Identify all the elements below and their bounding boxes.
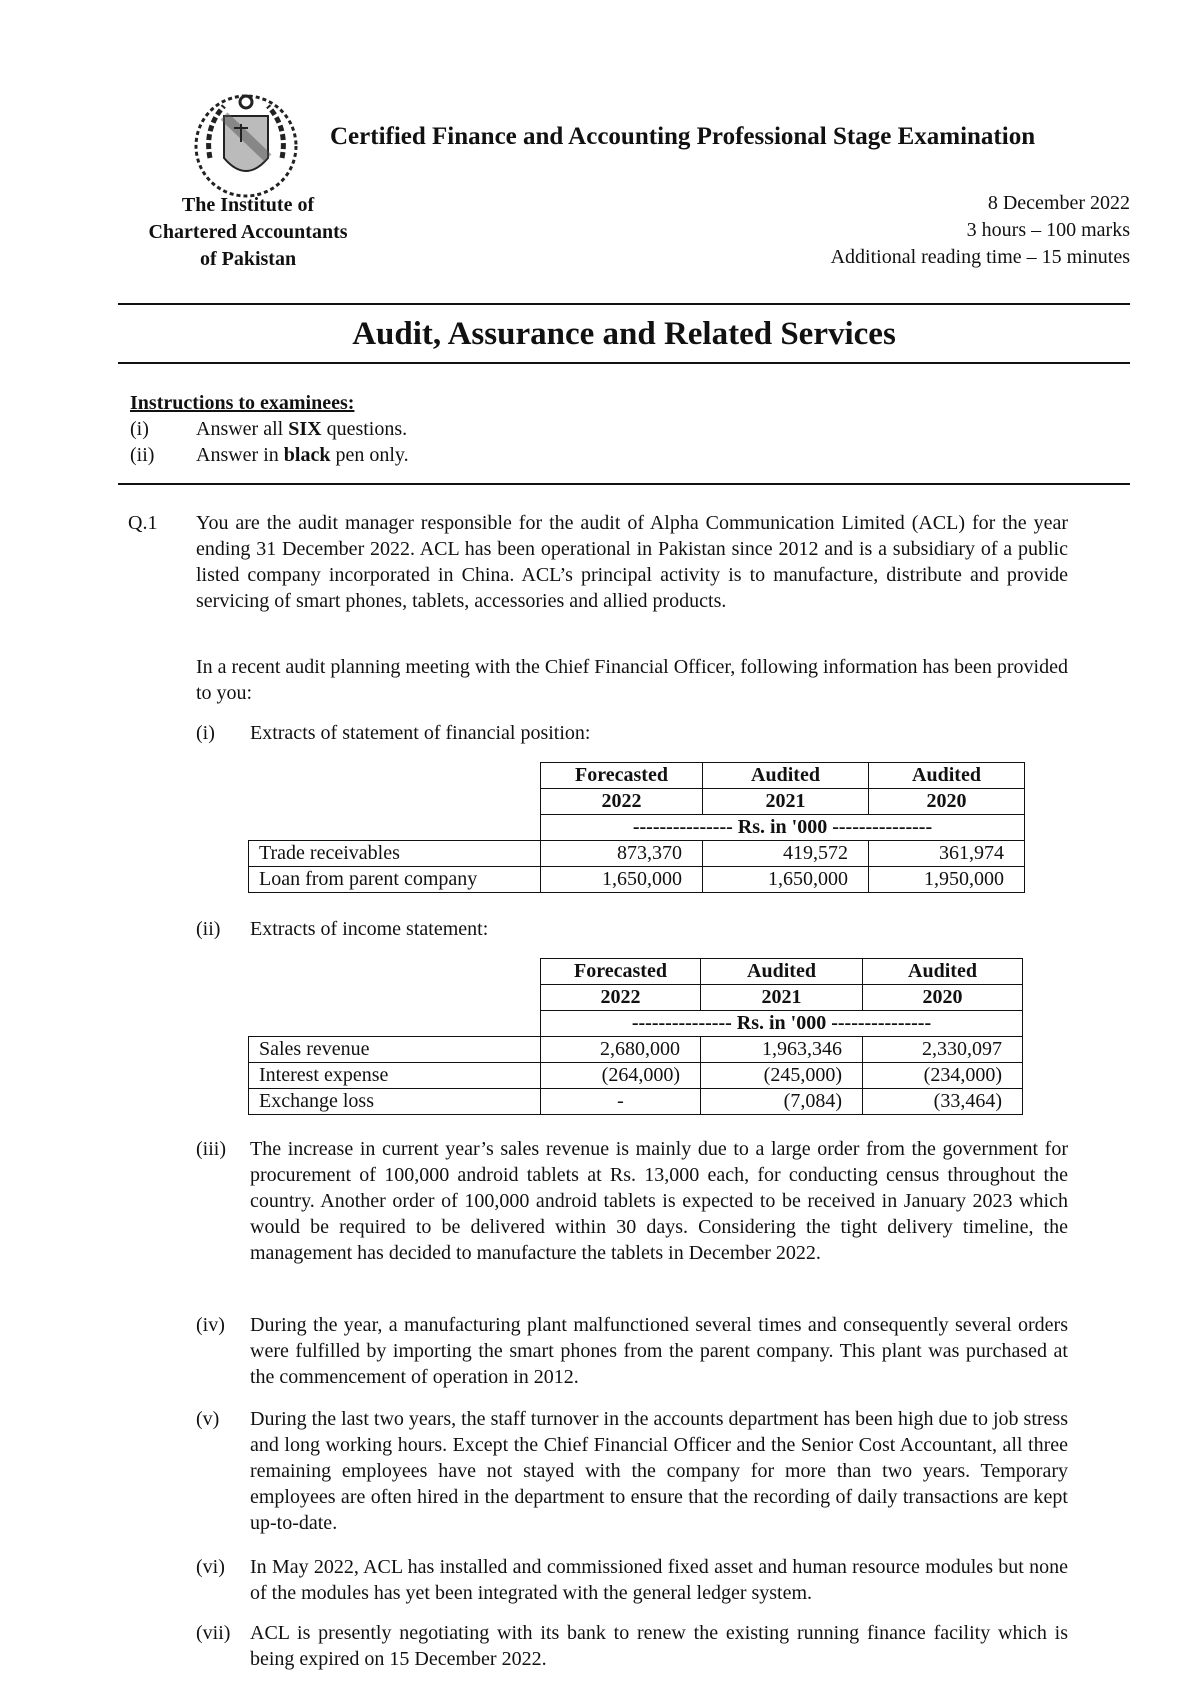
table-year-row xyxy=(249,985,1023,1011)
sub-item-number: (i) xyxy=(196,722,215,744)
sub-item xyxy=(196,1312,1068,1390)
cell-value: 2,680,000 xyxy=(541,1037,701,1063)
row-label: Sales revenue xyxy=(249,1037,541,1063)
sub-item-number: (v) xyxy=(196,1408,220,1430)
instructions-heading: Instructions to examinees: xyxy=(130,392,355,414)
table-row xyxy=(249,841,1025,867)
instruction-emphasis: black xyxy=(283,444,331,466)
column-header: Audited xyxy=(869,763,1025,789)
question-intro: You are the audit manager responsible for the audit of Alpha Communication Limited (ACL) for the year ending 31 December 2022. ACL has been operational in Pakistan since 2012 and is a subsidiary of a public listed company incorporated in China. ACL’s principal activity is to manufacture, distribute and provide servicing of smart phones, tablets, accessories and allied products. xyxy=(196,512,1068,612)
question-context: In a recent audit planning meeting with the Chief Financial Officer, following information has been provided to you: xyxy=(196,656,1068,704)
unit-label: --------------- Rs. in '000 --------------- xyxy=(541,815,1025,841)
row-label: Exchange loss xyxy=(249,1089,541,1115)
exam-duration: 3 hours – 100 marks xyxy=(966,219,1130,241)
table-unit-row xyxy=(249,1011,1023,1037)
column-header: Audited xyxy=(703,763,869,789)
sub-item xyxy=(196,720,1068,746)
row-label: Loan from parent company xyxy=(249,867,541,893)
unit-label: --------------- Rs. in '000 --------------- xyxy=(541,1011,1023,1037)
sub-item-text: ACL is presently negotiating with its bank to renew the existing running finance facility which is being expired on 15 December 2022. xyxy=(250,1622,1068,1670)
cell-value: 2,330,097 xyxy=(863,1037,1023,1063)
cell-value: (264,000) xyxy=(541,1063,701,1089)
cell-value: 1,650,000 xyxy=(703,867,869,893)
exam-title: Certified Finance and Accounting Professional Stage Examination xyxy=(330,123,1036,150)
cell-value: 419,572 xyxy=(703,841,869,867)
exam-reading-time: Additional reading time – 15 minutes xyxy=(830,246,1130,268)
sub-item-number: (ii) xyxy=(196,918,221,940)
instruction-text: Answer all xyxy=(196,418,289,440)
column-year: 2022 xyxy=(541,985,701,1011)
exam-date: 8 December 2022 xyxy=(987,192,1130,214)
sub-item-number: (iv) xyxy=(196,1314,225,1336)
column-year: 2020 xyxy=(863,985,1023,1011)
divider xyxy=(118,362,1130,364)
instruction-text: Answer in xyxy=(196,444,284,466)
subject-title: Audit, Assurance and Related Services xyxy=(352,316,896,352)
cell-value: 1,963,346 xyxy=(701,1037,863,1063)
question-number: Q.1 xyxy=(128,512,158,534)
instruction-emphasis: SIX xyxy=(288,418,322,440)
table-row xyxy=(249,1037,1023,1063)
instruction-number: (i) xyxy=(130,418,149,440)
institute-name xyxy=(118,192,378,273)
income-statement-table xyxy=(248,958,1023,1115)
instruction-number: (ii) xyxy=(130,444,155,466)
financial-position-table xyxy=(248,762,1025,893)
table-row xyxy=(249,1063,1023,1089)
cell-value: - xyxy=(541,1089,701,1115)
instruction-text: pen only. xyxy=(330,444,409,466)
sub-item xyxy=(196,916,1068,942)
cell-value: 1,950,000 xyxy=(869,867,1025,893)
divider xyxy=(118,483,1130,485)
sub-item-text: In May 2022, ACL has installed and commissioned fixed asset and human resource modules but none of the modules has yet been integrated with the general ledger system. xyxy=(250,1556,1068,1604)
row-label: Trade receivables xyxy=(249,841,541,867)
sub-item-text: Extracts of income statement: xyxy=(250,918,489,940)
cell-value: (234,000) xyxy=(863,1063,1023,1089)
icap-logo xyxy=(190,88,302,200)
column-year: 2021 xyxy=(703,789,869,815)
column-header: Audited xyxy=(701,959,863,985)
exam-meta xyxy=(831,190,1130,271)
row-label: Interest expense xyxy=(249,1063,541,1089)
sub-item-text: During the last two years, the staff turnover in the accounts department has been high due to job stress and long working hours. Except the Chief Financial Officer and the Senior Cost Accountant, all three remaining employees have not stayed with the company for more than two years. Temporary employees are often hired in the department to ensure that the recording of daily transactions are kept up-to-date. xyxy=(250,1408,1068,1534)
cell-value: (245,000) xyxy=(701,1063,863,1089)
sub-item xyxy=(196,1406,1068,1536)
sub-item xyxy=(196,1136,1068,1266)
sub-item xyxy=(196,1554,1068,1606)
sub-item xyxy=(196,1620,1068,1672)
cell-value: 1,650,000 xyxy=(541,867,703,893)
cell-value: (33,464) xyxy=(863,1089,1023,1115)
column-year: 2021 xyxy=(701,985,863,1011)
table-unit-row xyxy=(249,815,1025,841)
instruction-item xyxy=(130,418,407,441)
sub-item-text: The increase in current year’s sales revenue is mainly due to a large order from the government for procurement of 100,000 android tablets at Rs. 13,000 each, for conducting census throughout the country. Another order of 100,000 android tablets is expected to be received in January 2023 which would be required to be delivered within 30 days. Considering the tight delivery timeline, the management has decided to manufacture the tablets in December 2022. xyxy=(250,1138,1068,1264)
column-year: 2022 xyxy=(541,789,703,815)
cell-value: (7,084) xyxy=(701,1089,863,1115)
divider xyxy=(118,303,1130,305)
column-year: 2020 xyxy=(869,789,1025,815)
table-row xyxy=(249,1089,1023,1115)
table-row xyxy=(249,867,1025,893)
column-header: Audited xyxy=(863,959,1023,985)
cell-value: 873,370 xyxy=(541,841,703,867)
cell-value: 361,974 xyxy=(869,841,1025,867)
table-header-row xyxy=(249,959,1023,985)
sub-item-number: (vi) xyxy=(196,1556,225,1578)
sub-item-number: (vii) xyxy=(196,1622,231,1644)
institute-line-3: of Pakistan xyxy=(199,248,297,270)
instruction-text: questions. xyxy=(321,418,408,440)
table-header-row xyxy=(249,763,1025,789)
table-year-row xyxy=(249,789,1025,815)
column-header: Forecasted xyxy=(541,763,703,789)
institute-line-2: Chartered Accountants xyxy=(148,221,348,243)
sub-item-number: (iii) xyxy=(196,1138,226,1160)
sub-item-text: During the year, a manufacturing plant malfunctioned several times and consequently several orders were fulfilled by importing the smart phones from the parent company. This plant was purchased at the commencement of operation in 2012. xyxy=(250,1314,1068,1388)
instruction-item xyxy=(130,444,409,467)
column-header: Forecasted xyxy=(541,959,701,985)
sub-item-text: Extracts of statement of financial position: xyxy=(250,722,591,744)
institute-line-1: The Institute of xyxy=(181,194,315,216)
